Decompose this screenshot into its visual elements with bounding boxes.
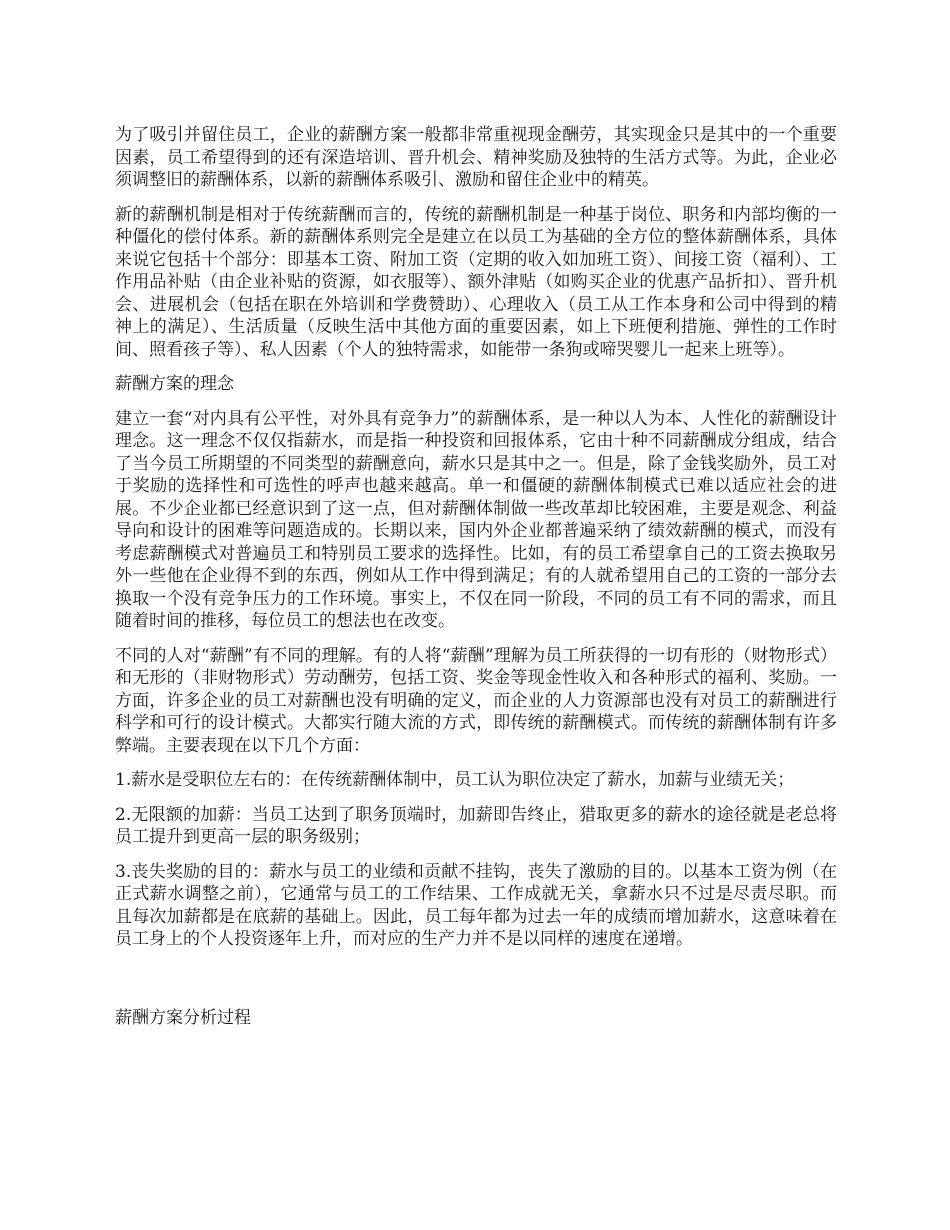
- section-heading-analysis: 薪酬方案分析过程: [115, 1007, 251, 1028]
- paragraph-concept: 建立一套“对内具有公平性，对外具有竞争力”的薪酬体系，是一种以人为本、人性化的薪酬设计理念。这一理念不仅仅指薪水，而是指一种投资和回报体系，它由十种不同薪酬成分组成，结合了当今员工所期望的不同类型的薪酬意向，薪水只是其中之一。但是，除了金钱奖励外，员工对于奖励的选择性和可选性的呼声也越来越高。单一和僵硬的薪酬体制模式已难以适应社会的进展。不少企业都已经意识到了这一点，但对薪酬体制做一些改革却比较困难，主要是观念、利益导向和设计的困难等问题造成的。长期以来，国内外企业都普遍采纳了绩效薪酬的模式，而没有考虑薪酬模式对普遍员工和特别员工要求的选择性。比如，有的员工希望拿自己的工资去换取另外一些他在企业得不到的东西，例如从工作中得到满足；有的人就希望用自己的工资的一部分去换取一个没有竞争压力的工作环境。事实上，不仅在同一阶段，不同的员工有不同的需求，而且随着时间的推移，每位员工的想法也在改变。: [115, 408, 837, 631]
- list-item-3: 3.丧失奖励的目的：薪水与员工的业绩和贡献不挂钩，丧失了激励的目的。以基本工资为例（在正式薪水调整之前），它通常与员工的工作结果、工作成就无关，拿薪水只不过是尽责尽职。而且每次加薪都是在底薪的基础上。因此，员工每年都为过去一年的成绩而增加薪水，这意味着在员工身上的个人投资逐年上升，而对应的生产力并不是以同样的速度在递增。: [115, 861, 837, 949]
- section-heading-concept: 薪酬方案的理念: [115, 374, 234, 394]
- paragraph-new-mechanism: 新的薪酬机制是相对于传统薪酬而言的，传统的薪酬机制是一种基于岗位、职务和内部均衡的一种僵化的偿付体系。新的薪酬体系则完全是建立在以员工为基础的全方位的整体薪酬体系，具体来说它包括十个部分：即基本工资、附加工资（定期的收入如加班工资）、间接工资（福利）、工作用品补贴（由企业补贴的资源，如衣服等）、额外津贴（如购买企业的优惠产品折扣）、晋升机会、进展机会（包括在职在外培训和学费赞助）、心理收入（员工从工作本身和公司中得到的精神上的满足）、生活质量（反映生活中其他方面的重要因素，如上下班便利措施、弹性的工作时间、照看孩子等）、私人因素（个人的独特需求，如能带一条狗或啼哭婴儿一起来上班等）。: [115, 204, 837, 360]
- section-spacer: [115, 963, 837, 1007]
- document-body: [115, 124, 837, 1041]
- list-item-1: 1.薪水是受职位左右的：在传统薪酬体制中，员工认为职位决定了薪水，加薪与业绩无关；: [115, 770, 795, 790]
- paragraph-understanding: 不同的人对“薪酬”有不同的理解。有的人将“薪酬”理解为员工所获得的一切有形的（财物形式）和无形的（非财物形式）劳动酬劳，包括工资、奖金等现金性收入和各种形式的福利、奖励。一方面，许多企业的员工对薪酬也没有明确的定义，而企业的人力资源部也没有对员工的薪酬进行科学和可行的设计模式。大都实行随大流的方式，即传统的薪酬模式。而传统的薪酬体制有许多弊端。主要表现在以下几个方面：: [115, 645, 837, 756]
- paragraph-intro: 为了吸引并留住员工，企业的薪酬方案一般都非常重视现金酬劳，其实现金只是其中的一个重要因素，员工希望得到的还有深造培训、晋升机会、精神奖励及独特的生活方式等。为此，企业必须调整旧的薪酬体系，以新的薪酬体系吸引、激励和留住企业中的精英。: [115, 125, 837, 190]
- list-item-2: 2.无限额的加薪：当员工达到了职务顶端时，加薪即告终止，猎取更多的薪水的途径就是老总将员工提升到更高一层的职务级别；: [115, 804, 837, 847]
